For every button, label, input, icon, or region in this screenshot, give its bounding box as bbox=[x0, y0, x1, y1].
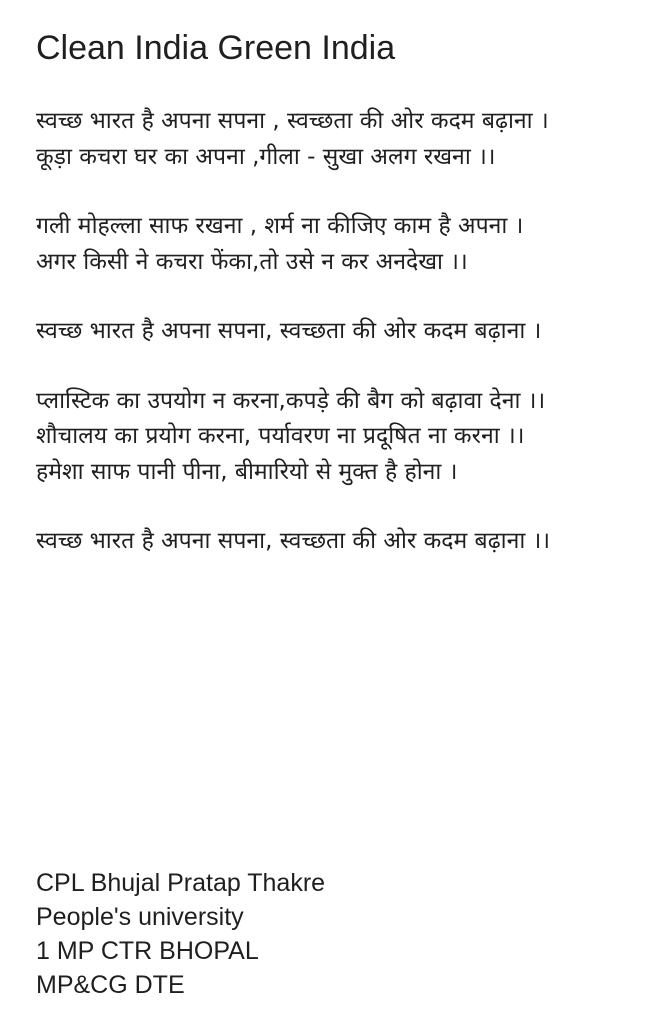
stanza-3 bbox=[36, 314, 636, 350]
poem-line: हमेशा साफ पानी पीना, बीमारियो से मुक्त है होना । bbox=[36, 458, 458, 485]
author-directorate: MP&CG DTE bbox=[36, 971, 185, 999]
signature-block bbox=[36, 866, 325, 1002]
stanza-1 bbox=[36, 104, 636, 175]
poem-line: स्वच्छ भारत है अपना सपना, स्वच्छता की ओर कदम बढ़ाना । bbox=[36, 318, 542, 344]
poem-line: स्वच्छ भारत है अपना सपना , स्वच्छता की ओर कदम बढ़ाना । bbox=[36, 108, 549, 134]
poem-line: कूड़ा कचरा घर का अपना ,गीला - सुखा अलग रखना ।। bbox=[36, 143, 496, 170]
poem-line: स्वच्छ भारत है अपना सपना, स्वच्छता की ओर कदम बढ़ाना ।। bbox=[36, 528, 551, 554]
stanza-5 bbox=[36, 524, 636, 560]
poem-line: प्लास्टिक का उपयोग न करना,कपड़े की बैग को बढ़ावा देना ।। bbox=[36, 387, 546, 414]
author-unit: 1 MP CTR BHOPAL bbox=[36, 937, 259, 965]
stanza-4 bbox=[36, 384, 636, 491]
poem-line: शौचालय का प्रयोग करना, पर्यावरण ना प्रदूषित ना करना ।। bbox=[36, 423, 525, 449]
document-title: Clean India Green India bbox=[36, 29, 396, 67]
poem-line: गली मोहल्ला साफ रखना , शर्म ना कीजिए काम है अपना । bbox=[36, 213, 524, 239]
stanza-2 bbox=[36, 209, 636, 280]
author-affiliation: People's university bbox=[36, 903, 244, 931]
author-name: CPL Bhujal Pratap Thakre bbox=[36, 869, 326, 897]
poem-line: अगर किसी ने कचरा फेंका,तो उसे न कर अनदेखा ।। bbox=[36, 248, 468, 275]
poem-body bbox=[36, 104, 636, 594]
